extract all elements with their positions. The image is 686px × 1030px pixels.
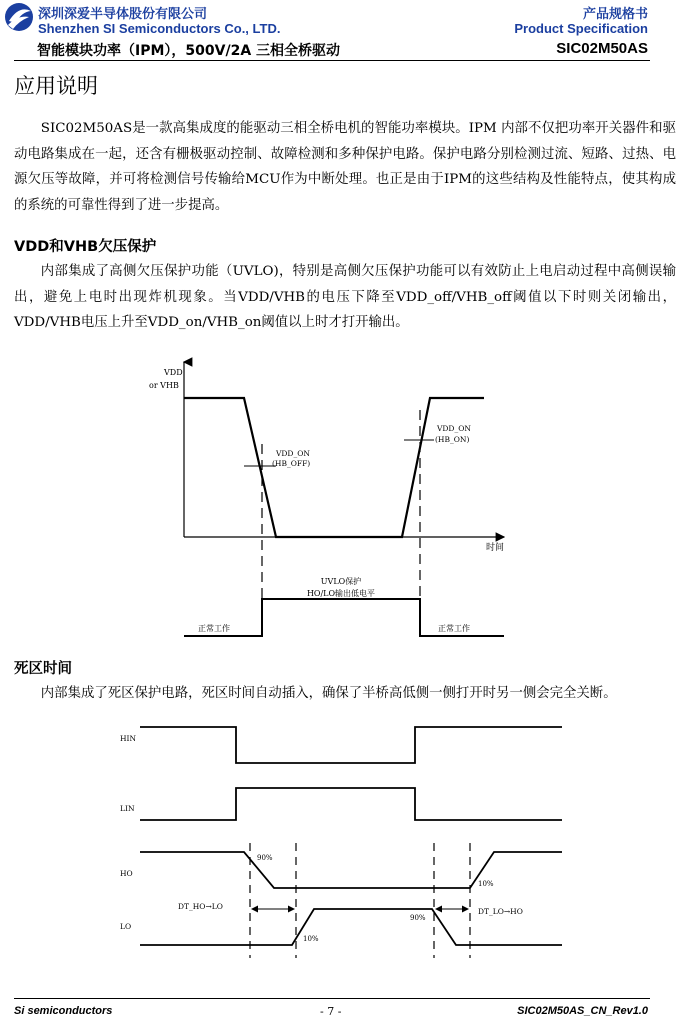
ho-label: HO xyxy=(120,869,133,878)
uvlo-normal-left: 正常工作 xyxy=(198,624,230,633)
uvlo-y-label-1: VDD xyxy=(164,368,183,377)
uvlo-fall-label-2: (HB_OFF) xyxy=(272,459,311,468)
lin-trace xyxy=(140,788,562,820)
uvlo-prot-label-1: UVLO保护 xyxy=(320,577,362,586)
company-name-en: Shenzhen SI Semiconductors Co., LTD. xyxy=(38,21,281,36)
company-name-cn: 深圳深爱半导体股份有限公司 xyxy=(38,7,208,22)
uvlo-normal-right: 正常工作 xyxy=(438,624,470,633)
lo-label: LO xyxy=(120,922,132,931)
uvlo-voltage-trace xyxy=(184,398,484,537)
part-number: SIC02M50AS xyxy=(556,40,648,57)
footer-company: Si semiconductors xyxy=(14,1005,113,1017)
uvlo-prot-label-2: HO/LO输出低电平 xyxy=(306,589,376,598)
uvlo-fall-label-1: VDD_ON xyxy=(276,449,310,458)
deadtime-heading: 死区时间 xyxy=(14,661,72,677)
uvlo-rise-label-1: VDD_ON xyxy=(437,424,471,433)
deadtime-paragraph: 内部集成了死区保护电路，死区时间自动插入，确保了半桥高低侧一侧打开时另一侧会完全关断。 xyxy=(40,686,617,701)
header-rule xyxy=(14,60,650,61)
doc-type-cn: 产品规格书 xyxy=(582,7,648,22)
product-title: 智能模块功率（IPM），500V/2A 三相全桥驱动 xyxy=(37,43,341,59)
uvlo-diagram xyxy=(0,350,686,645)
page-number: - 7 - xyxy=(320,1005,342,1018)
doc-type-en: Product Specification xyxy=(514,21,648,36)
uvlo-x-label: 时间 xyxy=(486,543,505,553)
ho-trace xyxy=(140,852,562,888)
dt-lo-ho-label: DT_LO→HO xyxy=(478,907,523,916)
uvlo-rise-label-2: (HB_ON) xyxy=(435,435,470,444)
deadtime-diagram xyxy=(0,715,686,965)
hin-trace xyxy=(140,727,562,763)
footer-rule xyxy=(14,998,650,999)
hin-label: HIN xyxy=(120,734,137,743)
company-logo xyxy=(4,2,34,32)
section-title: 应用说明 xyxy=(14,74,98,98)
lin-label: LIN xyxy=(120,804,135,813)
uvlo-heading: VDD和VHB欠压保护 xyxy=(14,239,157,255)
lo-90-label: 90% xyxy=(410,914,426,922)
intro-paragraph: SIC02M50AS是一款高集成度的能驱动三相全桥电机的智能功率模块。IPM 内部不仅把功率开关器件和驱动电路集成在一起，还含有栅极驱动控制、故障检测和多种保护电路。保护电路分别检测过流、短路、过热、电源欠压等故障，并可将检测信号传输给MCU作为中断处理。也正是由于IPM的这些结构及性能特点，使其构成的系统的可靠性得到了进一步提高。 xyxy=(14,121,676,213)
dt-ho-lo-label: DT_HO→LO xyxy=(178,902,223,911)
uvlo-y-label-2: or VHB xyxy=(149,381,179,390)
lo-10-label: 10% xyxy=(303,935,319,943)
uvlo-paragraph: 内部集成了高侧欠压保护功能（UVLO)，特别是高侧欠压保护功能可以有效防止上电启动过程中高侧误输出，避免上电时出现炸机现象。当VDD/VHB的电压下降至VDD_off/VHB_off阈值以下时则关闭输出，VDD/VHB电压上升至VDD_on/VHB_on阈值以上时才打开输出。 xyxy=(14,264,676,331)
ho-90-label: 90% xyxy=(257,854,273,862)
ho-10-label: 10% xyxy=(478,880,494,888)
footer-doc-id: SIC02M50AS_CN_Rev1.0 xyxy=(517,1005,648,1017)
